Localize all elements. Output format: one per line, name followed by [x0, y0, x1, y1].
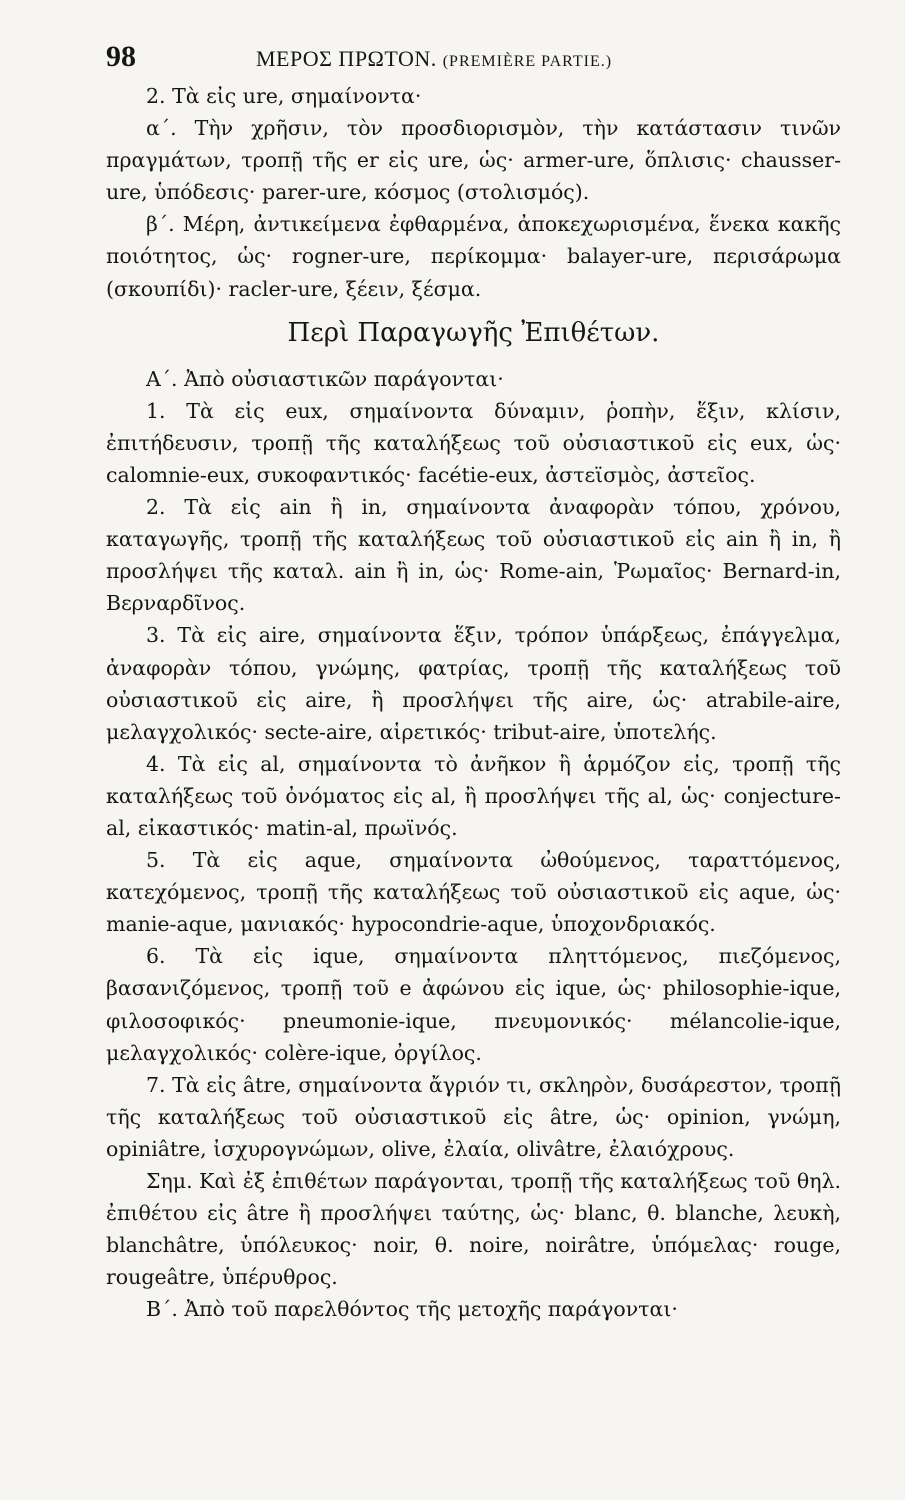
paragraph-ure-b: β΄. Μέρη, ἀντικείμενα ἐφθαρμένα, ἀποκεχωρισμένα, ἕνεκα κακῆς ποιότητος, ὡς· rogner-ure, περίκομμα· balayer-ure, περισάρωμα (σκουπίδι)· racler-ure, ξέειν, ξέσμα.: [106, 212, 841, 301]
paragraph-aque: 5. Τὰ εἰς aque, σημαίνοντα ὠθούμενος, ταραττόμενος, κατεχόμενος, τροπῇ τῆς καταλήξεως τοῦ οὐσιαστικοῦ εἰς aque, ὡς· manie-aque, μανιακός· hypocondrie-aque, ὑποχονδριακός.: [106, 848, 841, 937]
subsection-intro: Α΄. Ἀπὸ οὐσιαστικῶν παράγονται·: [146, 366, 504, 391]
paragraph-ain: 2. Τὰ εἰς ain ἢ in, σημαίνοντα ἀναφορὰν τόπου, χρόνου, καταγωγῆς, τροπῇ τῆς καταλήξεως τοῦ οὐσιαστικοῦ εἰς ain ἢ in, ἢ προσλήψει τῆς καταλ. ain ἢ in, ὡς· Rome-ain, Ῥωμαῖος· Bernard-in, Βερναρδῖνος.: [106, 495, 841, 616]
paragraph-al: 4. Τὰ εἰς al, σημαίνοντα τὸ ἀνῆκον ἢ ἁρμόζον εἰς, τροπῇ τῆς καταλήξεως τοῦ ὀνόματος εἰς al, ἢ προσλήψει τῆς al, ὡς· conjecture-al, εἰκαστικός· matin-al, πρωϊνός.: [106, 751, 841, 840]
paragraph-atre: 7. Τὰ εἰς âtre, σημαίνοντα ἄγριόν τι, σκληρὸν, δυσάρεστον, τροπῇ τῆς καταλήξεως τοῦ οὐσιαστικοῦ εἰς âtre, ὡς· opinion, γνώμη, opiniâtre, ἰσχυρογνώμων, olive, ἐλαία, olivâtre, ἐλαιόχρους.: [106, 1072, 841, 1161]
page-header: [106, 40, 841, 80]
paragraph-note: Σημ. Καὶ ἐξ ἐπιθέτων παράγονται, τροπῇ τῆς καταλήξεως τοῦ θηλ. ἐπιθέτου εἰς âtre ἢ προσλήψει ταύτης, ὡς· blanc, θ. blanche, λευκὴ, blanchâtre, ὑπόλευκος· noir, θ. noire, noirâtre, ὑπόμελας· rouge, rougeâtre, ὑπέρυθρος.: [106, 1169, 841, 1290]
paragraph-eux: 1. Τὰ εἰς eux, σημαίνοντα δύναμιν, ῥοπὴν, ἕξιν, κλίσιν, ἐπιτήδευσιν, τροπῇ τῆς καταλήξεως τοῦ οὐσιαστικοῦ εἰς eux, ὡς· calomnie-eux, συκοφαντικός· facétie-eux, ἀστεϊσμὸς, ἀστεῖος.: [106, 398, 841, 487]
running-subtitle: (PREMIÈRE PARTIE.): [442, 53, 613, 70]
subsection-b-intro: Β΄. Ἀπὸ τοῦ παρελθόντος τῆς μετοχῆς παράγονται·: [146, 1297, 678, 1322]
paragraph-aire: 3. Τὰ εἰς aire, σημαίνοντα ἕξιν, τρόπον ὑπάρξεως, ἐπάγγελμα, ἀναφορὰν τόπου, γνώμης, φατρίας, τροπῇ τῆς καταλήξεως τοῦ οὐσιαστικοῦ εἰς aire, ἢ προσλήψει τῆς aire, ὡς· atrabile-aire, μελαγχολικός· secte-aire, αἱρετικός· tribut-aire, ὑποτελής.: [106, 623, 841, 744]
paragraph-ure-a: α΄. Τὴν χρῆσιν, τὸν προσδιορισμὸν, τὴν κατάστασιν τινῶν πραγμάτων, τροπῇ τῆς er εἰς ure, ὡς· armer-ure, ὅπλισις· chausser-ure, ὑπόδεσις· parer-ure, κόσμος (στολισμός).: [106, 116, 841, 205]
section-heading: Περὶ Παραγωγῆς Ἐπιθέτων.: [287, 317, 660, 348]
paragraph-ique: 6. Τὰ εἰς ique, σημαίνοντα πληττόμενος, πιεζόμενος, βασανιζόμενος, τροπῇ τοῦ e ἀφώνου εἰς ique, ὡς· philosophie-ique, φιλοσοφικός· pneumonie-ique, πνευμονικός· mélancolie-ique, μελαγχολικός· colère-ique, ὀργίλος.: [106, 944, 841, 1065]
paragraph-ure: 2. Τὰ εἰς ure, σημαίνοντα·: [146, 84, 422, 108]
page-number: 98: [106, 40, 136, 73]
running-title: ΜΕΡΟΣ ΠΡΩΤΟΝ.: [256, 46, 437, 71]
running-head: [256, 46, 612, 72]
body-text: [106, 80, 841, 1325]
